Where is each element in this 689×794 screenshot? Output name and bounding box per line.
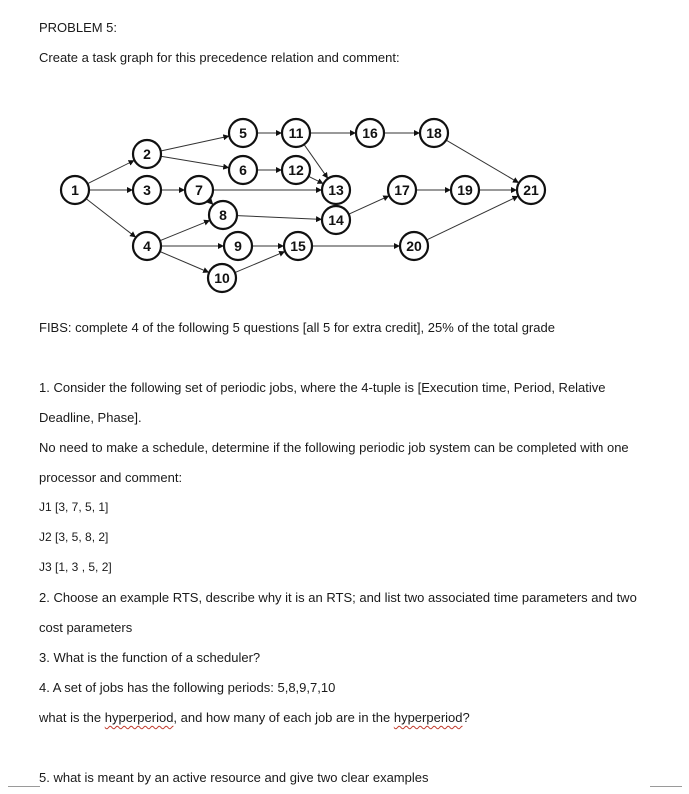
edge-18-21 — [446, 140, 518, 182]
page-corner-right — [650, 786, 682, 787]
task-node-label-21: 21 — [523, 182, 539, 198]
task-node-19 — [451, 176, 479, 204]
task-node-14 — [322, 206, 350, 234]
task-node-8 — [209, 201, 237, 229]
fibs-heading: FIBS: complete 4 of the following 5 questions [all 5 for extra credit], 25% of the total grade — [39, 320, 555, 335]
task-node-18 — [420, 119, 448, 147]
task-node-17 — [388, 176, 416, 204]
edge-2-5 — [161, 136, 229, 151]
task-node-16 — [356, 119, 384, 147]
task-node-label-6: 6 — [239, 162, 247, 178]
edge-2-6 — [161, 156, 228, 167]
task-node-label-8: 8 — [219, 207, 227, 223]
q4-text-c: , and how many of each job are in the — [173, 710, 394, 725]
task-node-3 — [133, 176, 161, 204]
question-3: 3. What is the function of a scheduler? — [39, 650, 261, 665]
task-node-7 — [185, 176, 213, 204]
task-node-label-4: 4 — [143, 238, 151, 254]
task-node-4 — [133, 232, 161, 260]
task-node-11 — [282, 119, 310, 147]
question-2-line-1: 2. Choose an example RTS, describe why it is an RTS; and list two associated time parameters and two — [39, 590, 637, 605]
task-node-10 — [208, 264, 236, 292]
task-node-label-3: 3 — [143, 182, 151, 198]
task-node-label-9: 9 — [234, 238, 242, 254]
task-node-20 — [400, 232, 428, 260]
task-node-label-20: 20 — [406, 238, 422, 254]
task-node-label-7: 7 — [195, 182, 203, 198]
task-node-9 — [224, 232, 252, 260]
task-node-label-19: 19 — [457, 182, 473, 198]
question-1-line-3: No need to make a schedule, determine if the following periodic job system can be completed with one — [39, 440, 629, 455]
question-2-line-2: cost parameters — [39, 620, 133, 635]
task-node-5 — [229, 119, 257, 147]
task-node-label-10: 10 — [214, 270, 230, 286]
task-node-label-17: 17 — [394, 182, 410, 198]
q4-hyperperiod-1: hyperperiod — [104, 710, 174, 725]
question-1-line-2: Deadline, Phase]. — [39, 410, 142, 425]
job-j1: J1 [3, 7, 5, 1] — [39, 500, 109, 514]
edge-8-14 — [237, 216, 321, 220]
task-node-label-15: 15 — [290, 238, 306, 254]
task-node-12 — [282, 156, 310, 184]
task-node-label-16: 16 — [362, 125, 378, 141]
question-1-line-4: processor and comment: — [39, 470, 183, 485]
edge-4-8 — [160, 221, 209, 241]
edge-1-4 — [86, 199, 135, 237]
edge-4-10 — [160, 251, 208, 272]
task-node-label-12: 12 — [288, 162, 304, 178]
job-j2: J2 [3, 5, 8, 2] — [39, 530, 109, 544]
job-j3: J3 [1, 3 , 5, 2] — [39, 560, 112, 574]
task-node-6 — [229, 156, 257, 184]
question-4-line-1: 4. A set of jobs has the following periods: 5,8,9,7,10 — [39, 680, 336, 695]
problem-title: PROBLEM 5: — [39, 20, 118, 35]
q4-hyperperiod-2: hyperperiod — [393, 710, 463, 725]
task-node-13 — [322, 176, 350, 204]
task-node-label-13: 13 — [328, 182, 344, 198]
edge-12-13 — [309, 176, 323, 183]
task-node-label-5: 5 — [239, 125, 247, 141]
question-5: 5. what is meant by an active resource and give two clear examples — [39, 770, 429, 785]
question-4-line-2 — [39, 710, 470, 725]
task-node-label-11: 11 — [288, 125, 304, 141]
task-node-15 — [284, 232, 312, 260]
task-node-label-18: 18 — [426, 125, 442, 141]
problem-instruction: Create a task graph for this precedence relation and comment: — [39, 50, 400, 65]
question-1-line-1: 1. Consider the following set of periodic jobs, where the 4-tuple is [Execution time, Period, Relative — [39, 380, 606, 395]
task-graph — [0, 0, 689, 300]
task-node-2 — [133, 140, 161, 168]
task-node-label-1: 1 — [71, 182, 79, 198]
task-node-label-2: 2 — [143, 146, 151, 162]
edge-14-17 — [349, 196, 389, 214]
task-node-1 — [61, 176, 89, 204]
q4-text-e: ? — [462, 710, 470, 725]
page-corner-left — [8, 786, 40, 787]
q4-text-a: what is the — [39, 710, 105, 725]
edge-1-2 — [88, 161, 134, 184]
task-node-21 — [517, 176, 545, 204]
task-node-label-14: 14 — [328, 212, 344, 228]
